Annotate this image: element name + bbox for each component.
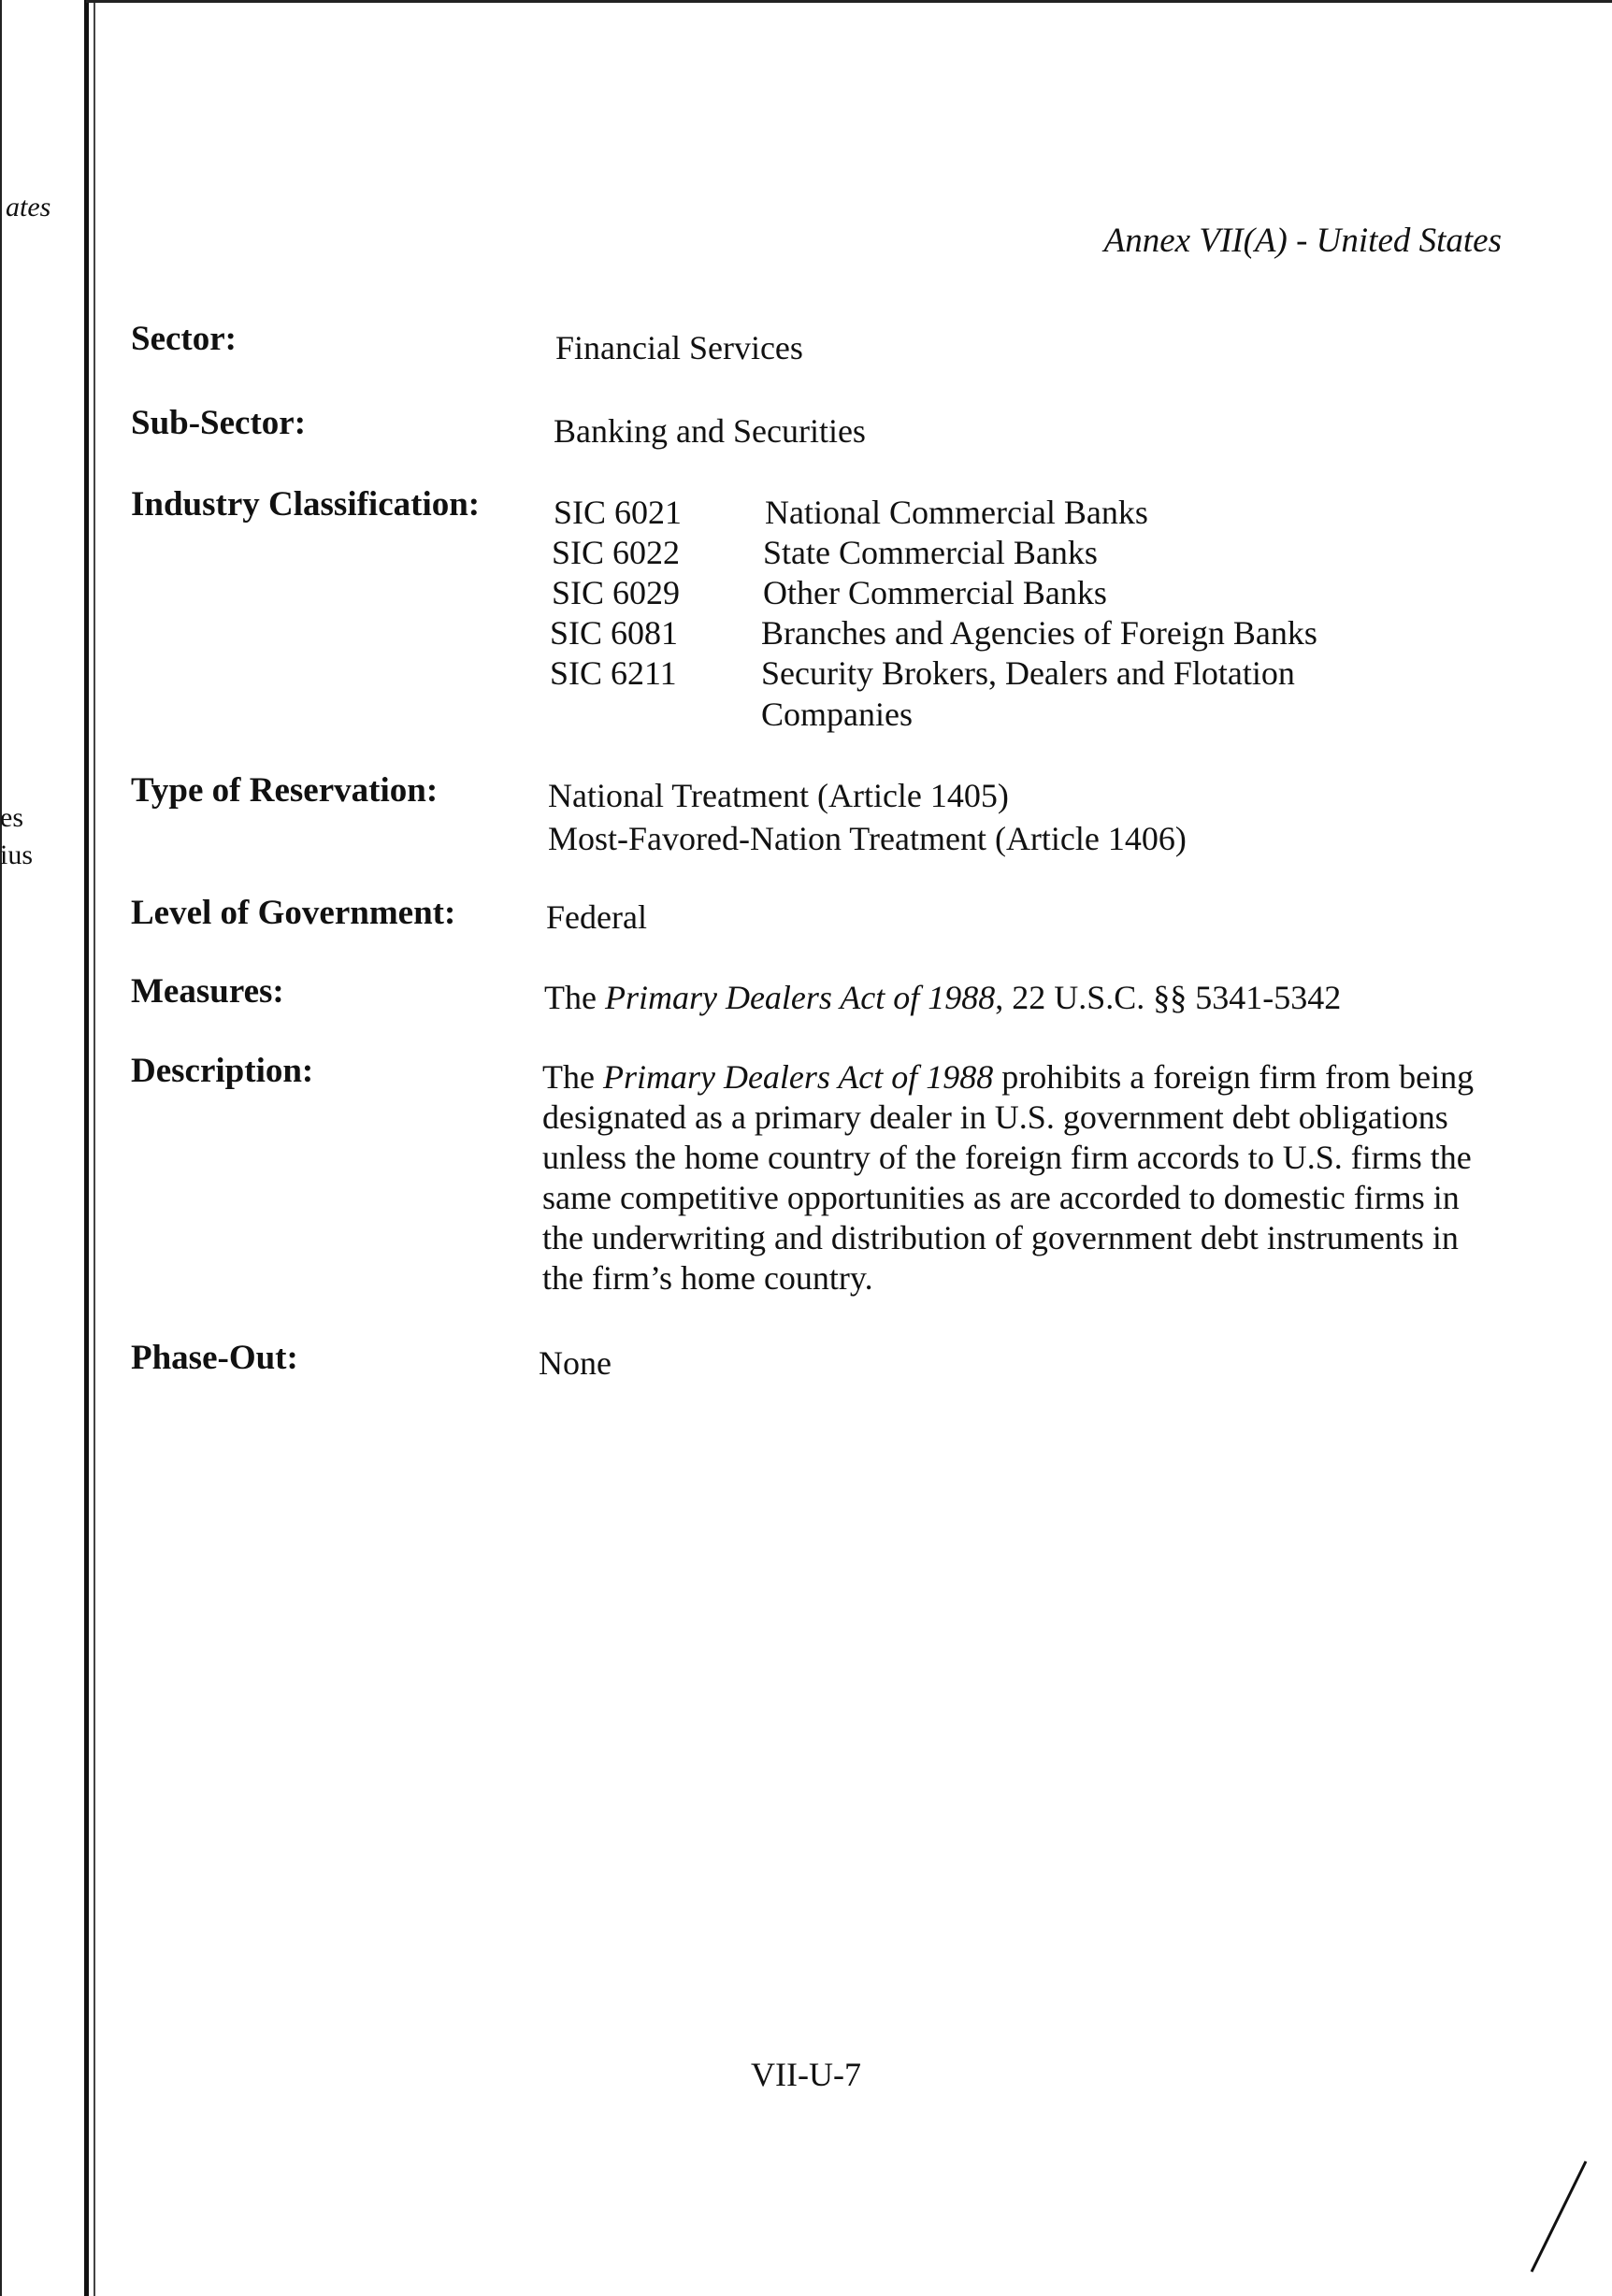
description-act-title: Primary Dealers Act of 1988 — [602, 1058, 994, 1096]
sic-code: SIC 6022 — [552, 534, 681, 571]
description-prefix: The — [542, 1058, 603, 1096]
sector-value: Financial Services — [555, 329, 803, 366]
margin-fragment: ius — [0, 839, 34, 870]
measures-label: Measures: — [131, 972, 284, 1011]
measures-prefix: The — [544, 979, 605, 1016]
binding-edge-line — [94, 0, 95, 2296]
reservation-line-1: National Treatment (Article 1405) — [548, 777, 1009, 814]
sic-description: State Commercial Banks — [763, 534, 1098, 571]
description-text — [542, 1057, 1487, 1299]
page-edge-line — [0, 1112, 2, 2296]
level-of-government-value: Federal — [546, 898, 647, 936]
type-of-reservation-label: Type of Reservation: — [131, 771, 439, 810]
sector-label: Sector: — [131, 320, 237, 358]
margin-fragment: es — [0, 802, 23, 833]
page-number: VII-U-7 — [751, 2056, 861, 2093]
binding-edge-line — [84, 0, 89, 2296]
sic-code: SIC 6021 — [554, 494, 683, 531]
sub-sector-label: Sub-Sector: — [131, 404, 307, 442]
sic-code: SIC 6029 — [552, 574, 681, 611]
sic-code: SIC 6211 — [550, 654, 677, 692]
sic-description: Security Brokers, Dealers and Flotation Companies — [761, 654, 1295, 733]
sic-description: Branches and Agencies of Foreign Banks — [761, 614, 1317, 652]
measures-act-title: Primary Dealers Act of 1988 — [604, 979, 996, 1016]
page-edge-line — [0, 0, 2, 1122]
annex-header: Annex VII(A) - United States — [1103, 222, 1502, 260]
sub-sector-value: Banking and Securities — [554, 412, 866, 450]
corner-pen-mark — [1518, 2158, 1593, 2279]
measures-value — [544, 978, 1341, 1017]
sic-description: National Commercial Banks — [765, 494, 1148, 531]
reservation-line-2: Most-Favored-Nation Treatment (Article 1406) — [548, 820, 1187, 857]
phase-out-label: Phase-Out: — [131, 1339, 298, 1377]
description-label: Description: — [131, 1052, 314, 1090]
margin-fragment: ates — [6, 192, 51, 222]
level-of-government-label: Level of Government: — [131, 894, 456, 932]
top-edge-line — [86, 0, 1612, 3]
description-body: prohibits a foreign firm from being designated as a primary dealer in U.S. government debt obligations unless the home country of the foreign firm accords to U.S. firms the same competitive opportunities as are accorded to domestic firms in the underwriting and distribution of government debt instruments in the firm’s home country. — [542, 1058, 1475, 1297]
sic-description: Other Commercial Banks — [763, 574, 1107, 611]
phase-out-value: None — [539, 1344, 612, 1382]
left-margin-strip — [0, 0, 86, 2296]
sic-code: SIC 6081 — [550, 614, 679, 652]
industry-classification-label: Industry Classification: — [131, 485, 481, 524]
measures-citation: , 22 U.S.C. §§ 5341-5342 — [995, 979, 1342, 1016]
